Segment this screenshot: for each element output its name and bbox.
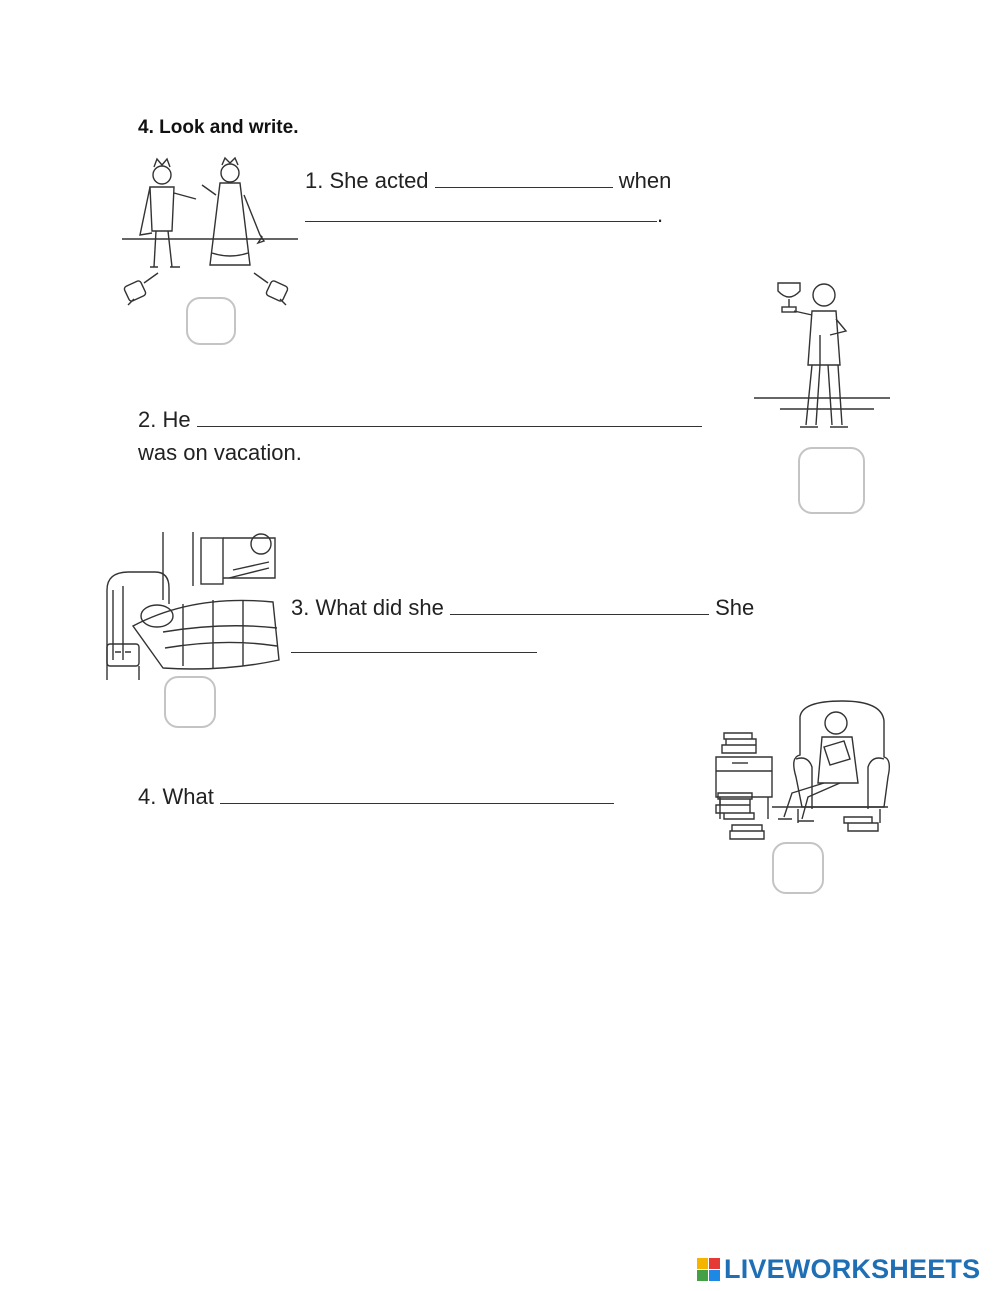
- question-1-suffix: when: [612, 168, 672, 193]
- question-3-line-1: [291, 595, 754, 621]
- question-2-prefix: 2. He: [138, 407, 197, 432]
- answer-box-4[interactable]: [772, 842, 824, 894]
- answer-box-3[interactable]: [164, 676, 216, 728]
- prince-princess-stage-picture: [120, 155, 298, 310]
- question-3-line-2: [291, 633, 537, 659]
- logo-squares-icon: [697, 1258, 720, 1281]
- question-3-blank-1[interactable]: [450, 596, 709, 615]
- question-2-line-2: was on vacation.: [138, 440, 302, 465]
- answer-box-1[interactable]: [186, 297, 236, 345]
- question-3-prefix: 3. What did she: [291, 595, 450, 620]
- answer-box-2[interactable]: [798, 447, 865, 514]
- logo-text: LIVEWORKSHEETS: [724, 1254, 981, 1284]
- question-4-line-1: [138, 784, 614, 810]
- question-1-blank-2[interactable]: [305, 203, 657, 222]
- question-3-suffix: She: [708, 595, 755, 620]
- question-2-line-1: [138, 407, 702, 433]
- boy-reading-in-armchair-picture: [712, 697, 892, 849]
- girl-sleeping-in-bed-picture: [103, 530, 281, 682]
- question-1-period: .: [657, 202, 664, 227]
- question-3-blank-2[interactable]: [291, 634, 537, 653]
- question-4-blank[interactable]: [220, 785, 614, 804]
- liveworksheets-logo: [697, 1254, 980, 1285]
- question-1-line-1: [305, 168, 671, 194]
- question-2-blank[interactable]: [197, 408, 702, 427]
- question-1-blank-1[interactable]: [435, 169, 613, 188]
- question-4-prefix: 4. What: [138, 784, 220, 809]
- boy-holding-trophy-picture: [754, 275, 890, 442]
- question-1-prefix: 1. She acted: [305, 168, 435, 193]
- worksheet-heading: 4. Look and write.: [138, 117, 299, 138]
- question-1-line-2: [305, 202, 663, 228]
